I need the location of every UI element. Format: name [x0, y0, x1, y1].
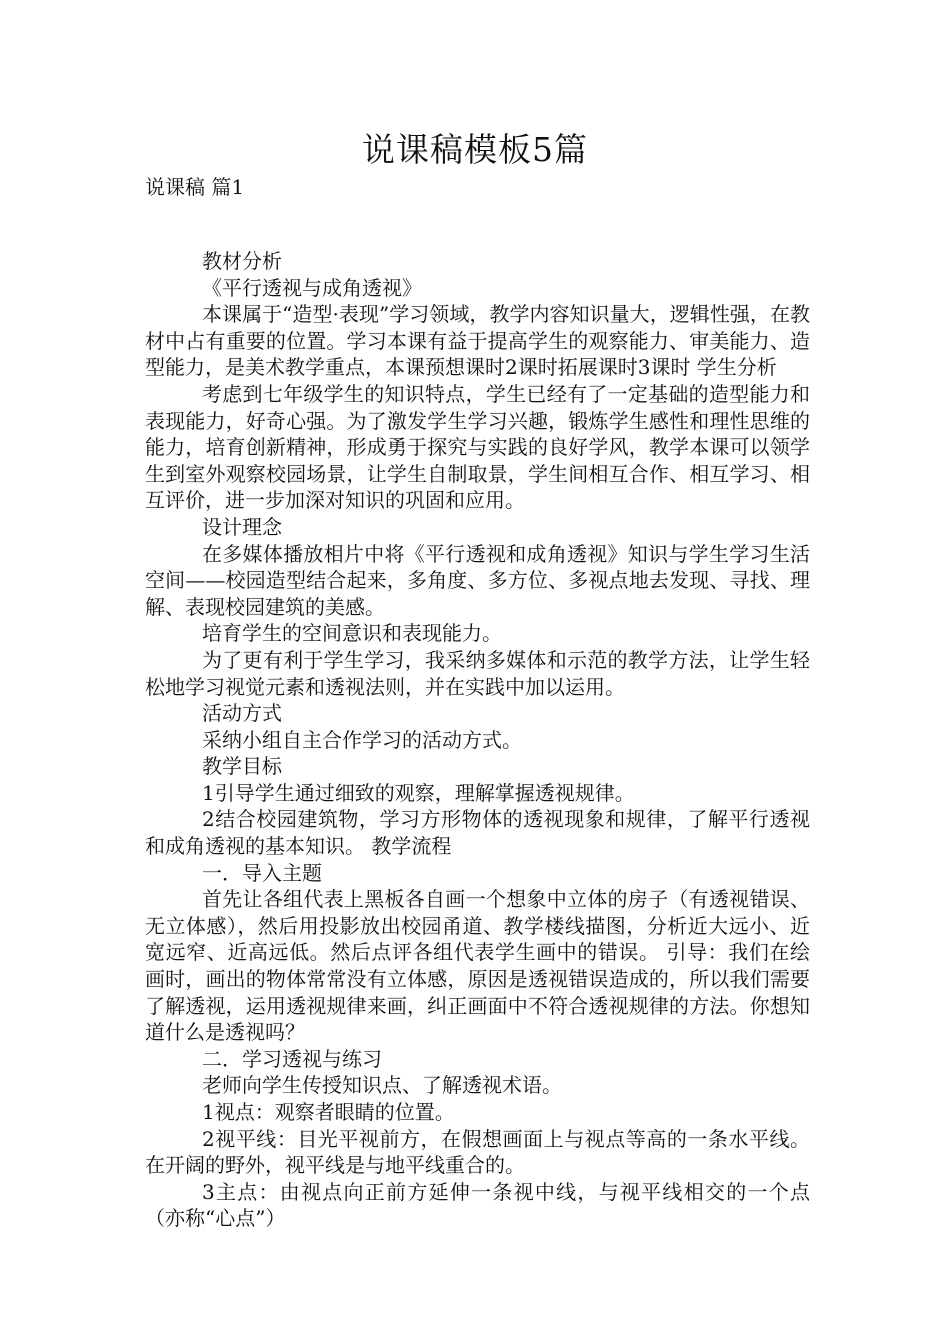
- paragraph: 在多媒体播放相片中将《平行透视和成角透视》知识与学生学习生活空间——校园造型结合起来，多角度、多方位、多视点地去发现、寻找、理解、表现校园建筑的美感。: [145, 541, 810, 619]
- list-item: 1引导学生通过细致的观察，理解掌握透视规律。: [202, 780, 635, 805]
- list-item: 2结合校园建筑物，学习方形物体的透视现象和规律，了解平行透视和成角透视的基本知识。 教学流程: [145, 807, 810, 859]
- document-subtitle: 说课稿 篇1: [145, 175, 245, 199]
- list-item: 1视点：观察者眼睛的位置。: [202, 1100, 455, 1124]
- list-item: 2视平线：目光平视前方，在假想画面上与视点等高的一条水平线。在开阔的野外，视平线是与地平线重合的。: [145, 1126, 810, 1178]
- paragraph: 采纳小组自主合作学习的活动方式。: [202, 727, 522, 752]
- paragraph: 首先让各组代表上黑板各自画一个想象中立体的房子（有透视错误、无立体感），然后用投影放出校园甬道、教学楼线描图，分析近大远小、近宽远窄、近高远低。然后点评各组代表学生画中的错误。 引导：我们在绘画时，画出的物体常常没有立体感，原因是透视错误造成的，所以我们需要了解透视，运用透视规律来画，纠正画面中不符合透视规律的方法。你想知道什么是透视吗？: [145, 887, 810, 1045]
- paragraph: 考虑到七年级学生的知识特点，学生已经有了一定基础的造型能力和表现能力，好奇心强。为了激发学生学习兴趣，锻炼学生感性和理性思维的能力，培育创新精神，形成勇于探究与实践的良好学风，教学本课可以领学生到室外观察校园场景，让学生自制取景，学生间相互合作、相互学习、相互评价，进一步加深对知识的巩固和应用。: [145, 381, 810, 513]
- paragraph: 老师向学生传授知识点、了解透视术语。: [202, 1073, 562, 1098]
- section-heading: 活动方式: [202, 701, 282, 726]
- document-body: [145, 248, 810, 1232]
- section-heading: 教学目标: [202, 754, 282, 779]
- section-heading: 二．学习透视与练习: [202, 1046, 382, 1071]
- section-heading: 教材分析: [202, 249, 282, 273]
- paragraph: 培育学生的空间意识和表现能力。: [202, 621, 502, 646]
- paragraph: 为了更有利于学生学习，我采纳多媒体和示范的教学方法，让学生轻松地学习视觉元素和透视法则，并在实践中加以运用。: [145, 647, 810, 699]
- list-item: 3主点：由视点向正前方延伸一条视中线，与视平线相交的一个点（亦称“心点”）: [145, 1179, 810, 1231]
- document-title: 说课稿模板5篇: [362, 130, 588, 169]
- book-title: 《平行透视与成角透视》: [202, 275, 422, 300]
- section-heading: 一．导入主题: [202, 860, 322, 885]
- section-heading: 设计理念: [202, 514, 282, 539]
- paragraph: 本课属于“造型·表现”学习领域，教学内容知识量大，逻辑性强，在教材中占有重要的位置。学习本课有益于提高学生的观察能力、审美能力、造型能力，是美术教学重点，本课预想课时2课时拓展课时3课时 学生分析: [145, 302, 810, 380]
